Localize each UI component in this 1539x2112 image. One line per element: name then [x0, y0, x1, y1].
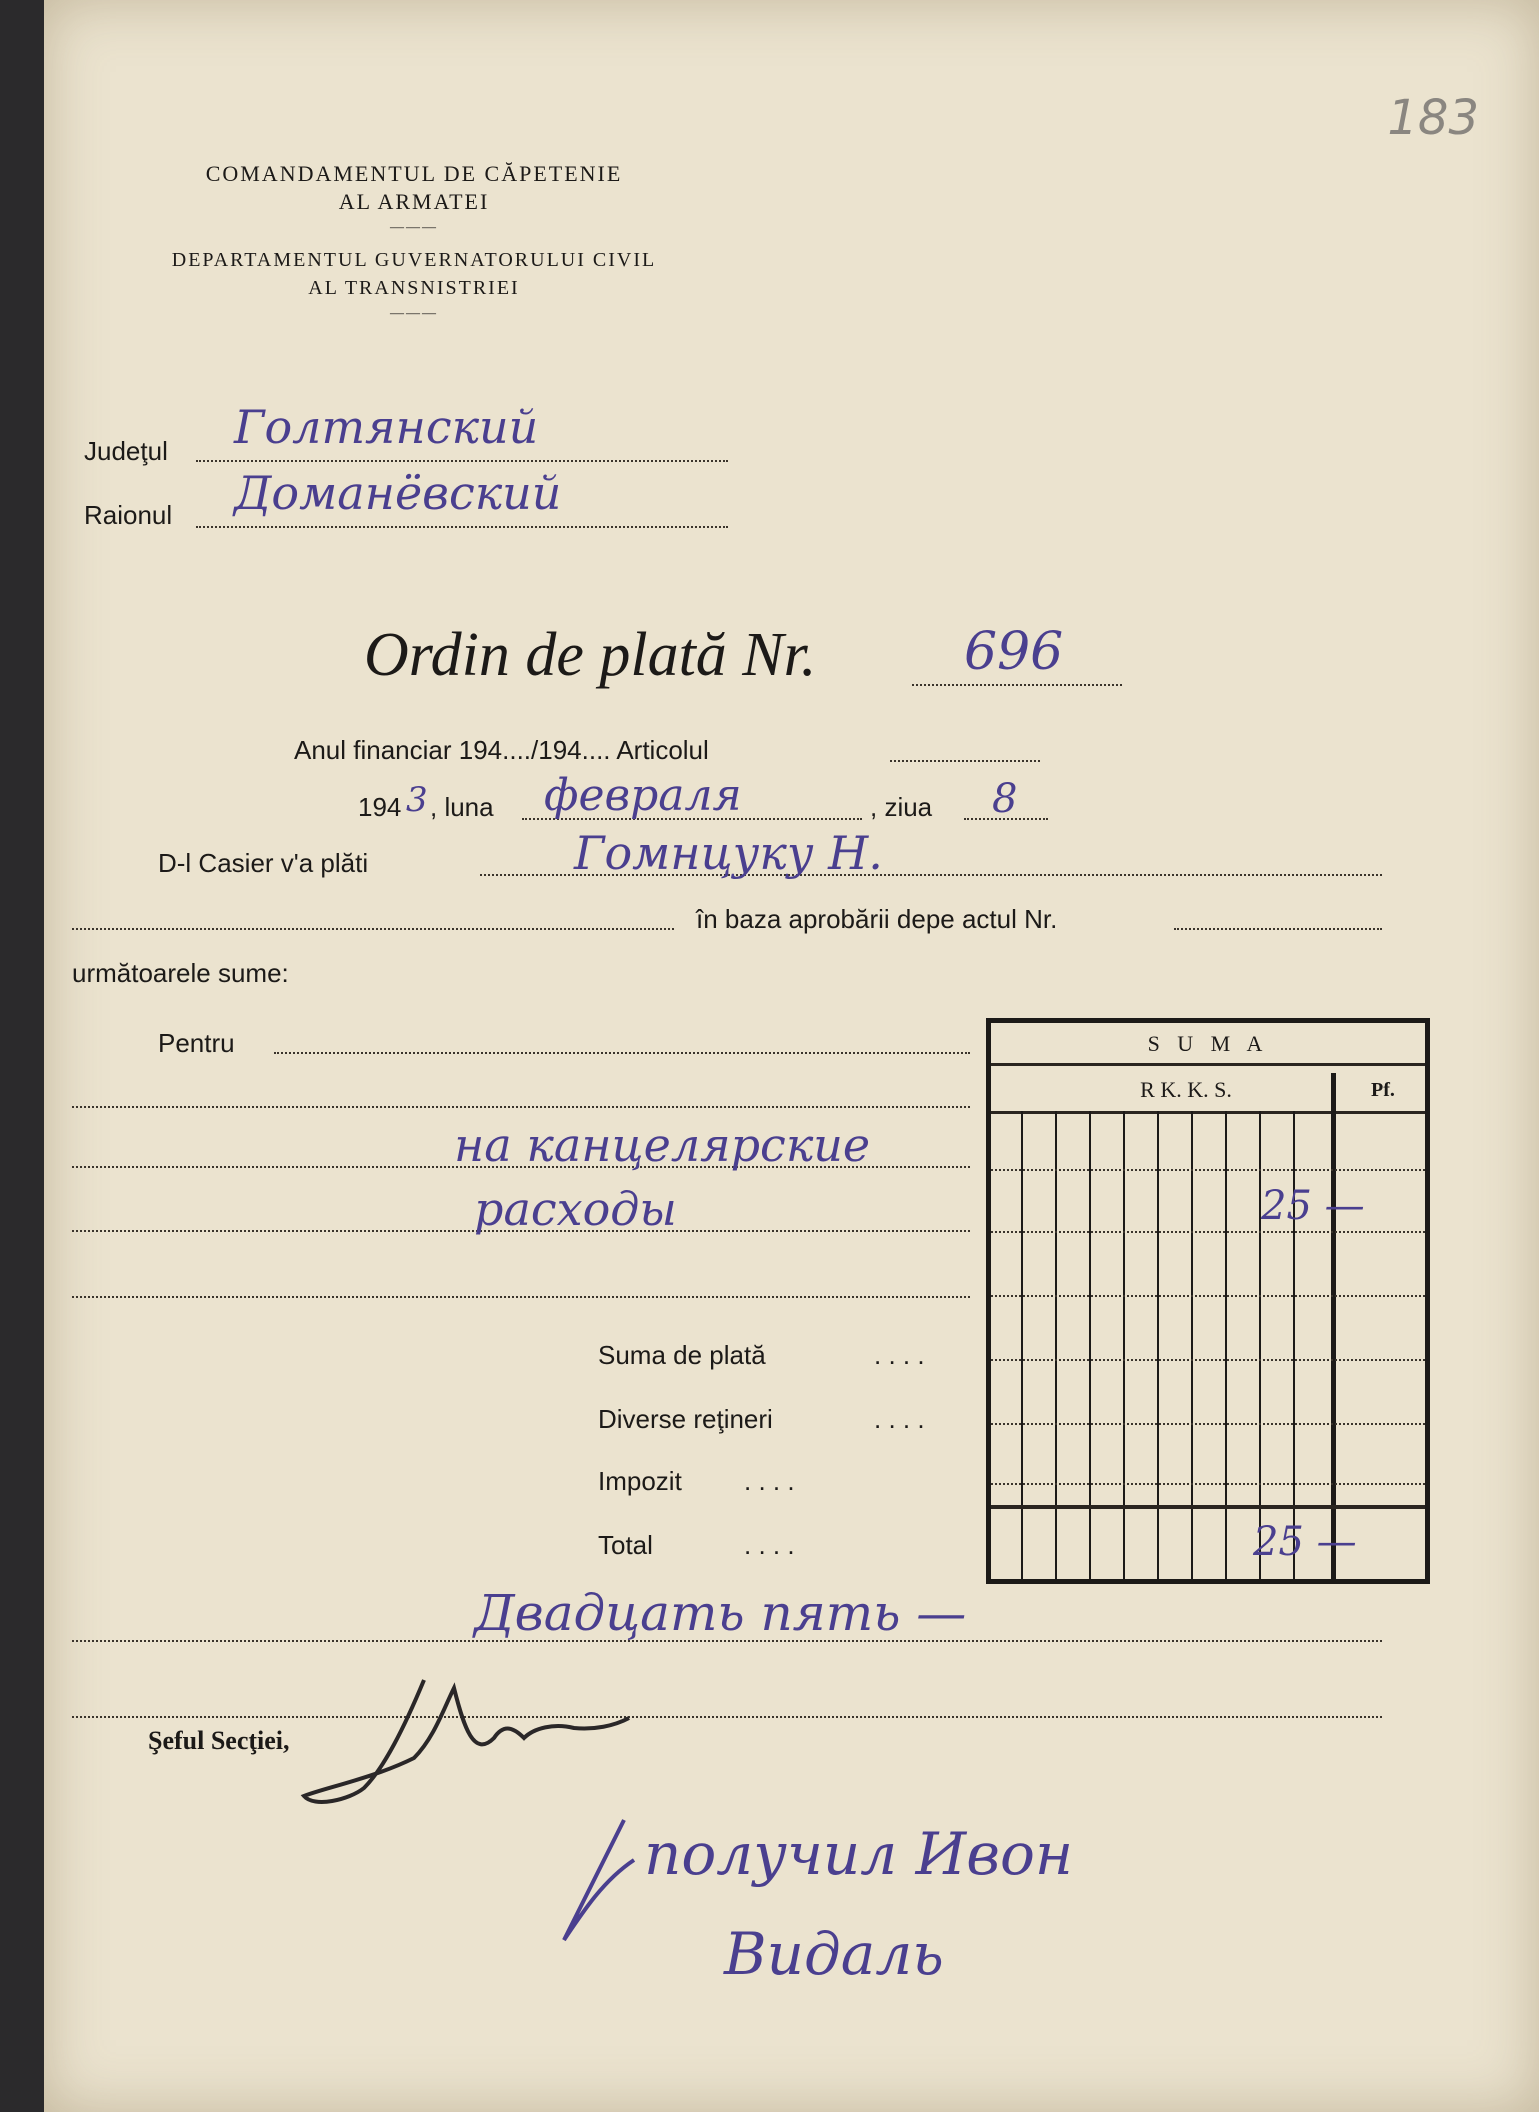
urmatoarele-sume-label: următoarele sume:: [72, 958, 289, 988]
grid-row-rule: [991, 1423, 1425, 1425]
suma-table: [986, 1018, 1430, 1584]
amount-value: 25 —: [1261, 1183, 1365, 1229]
pf-divider: [1331, 1073, 1336, 1579]
header-separator-2: ———: [390, 306, 438, 321]
anul-financiar-label: Anul financiar 194..../194.... Articolul: [294, 735, 709, 765]
grid-row-rule: [991, 1231, 1425, 1233]
total-amount-value: 25 —: [1253, 1519, 1357, 1565]
header-line-1: COMANDAMENTUL DE CĂPETENIE: [205, 161, 623, 186]
pf-header: Pf.: [1371, 1079, 1395, 1101]
purpose-line-2: расходы: [474, 1182, 677, 1236]
blank-line: [72, 1716, 1382, 1718]
rkks-header: R K. K. S.: [1140, 1077, 1232, 1102]
ziua-label: , ziua: [870, 792, 933, 822]
pentru-line-5: [72, 1296, 970, 1298]
receipt-line-2: Видаль: [724, 1920, 944, 1988]
raionul-label: Raionul: [84, 500, 173, 530]
purpose-line-1: на канцелярские: [454, 1118, 871, 1172]
pentru-line-2: [72, 1106, 970, 1108]
header-line-2: AL ARMATEI: [338, 189, 490, 214]
baza-leading-line: [72, 928, 674, 930]
grid-row-rule: [991, 1483, 1425, 1485]
pentru-label: Pentru: [158, 1028, 235, 1058]
impozit-dots: . . . .: [744, 1466, 795, 1496]
receipt-line-1: получил Ивон: [644, 1820, 1074, 1888]
header-separator-1: ———: [390, 220, 438, 235]
page-number: 183: [1387, 90, 1479, 146]
year-digit: 3: [406, 780, 428, 820]
casier-label: D-l Casier v'a plăti: [158, 848, 369, 878]
casier-value: Гомнцуку Н.: [574, 826, 883, 880]
articolul-line: [890, 760, 1040, 762]
seful-sectiei-label: Şeful Secţiei,: [148, 1726, 290, 1755]
total-rule: [991, 1505, 1425, 1509]
diverse-retineri-dots: . . . .: [874, 1404, 925, 1434]
impozit-label: Impozit: [598, 1466, 682, 1496]
document-page: [44, 0, 1539, 2112]
signature-scribble: [294, 1668, 634, 1818]
suma-header-rule: [991, 1063, 1425, 1066]
header-line-3: DEPARTAMENTUL GUVERNATORULUI CIVIL: [171, 249, 657, 271]
diverse-retineri-label: Diverse reţineri: [598, 1404, 773, 1434]
ziua-value: 8: [992, 776, 1018, 822]
suma-de-plata-label: Suma de plată: [598, 1340, 766, 1370]
total-label: Total: [598, 1530, 653, 1560]
luna-label: , luna: [430, 792, 494, 822]
grid-row-rule: [991, 1295, 1425, 1297]
judetul-label: Judeţul: [84, 436, 168, 466]
raionul-line: [196, 526, 728, 528]
judetul-value: Голтянский: [234, 400, 539, 454]
document-title: Ordin de plată Nr.: [364, 621, 817, 689]
suma-de-plata-dots: . . . .: [874, 1340, 925, 1370]
year-prefix: 194: [358, 792, 402, 822]
judetul-line: [196, 460, 728, 462]
grid-row-rule: [991, 1169, 1425, 1171]
title-number-line: [912, 684, 1122, 686]
grid-row-rule: [991, 1359, 1425, 1361]
header-line-4: AL TRANSNISTRIEI: [308, 277, 520, 299]
receipt-bracket-stroke: [524, 1800, 644, 1960]
total-dots: . . . .: [744, 1530, 795, 1560]
order-number: 696: [964, 622, 1064, 682]
raionul-value: Доманёвский: [234, 466, 562, 520]
baza-number-line: [1174, 928, 1382, 930]
pentru-line-1: [274, 1052, 970, 1054]
amount-in-words: Двадцать пять —: [474, 1584, 967, 1642]
baza-label: în baza aprobării depe actul Nr.: [696, 904, 1058, 934]
luna-value: февраля: [544, 770, 742, 821]
suma-header: S U M A: [1147, 1031, 1269, 1056]
